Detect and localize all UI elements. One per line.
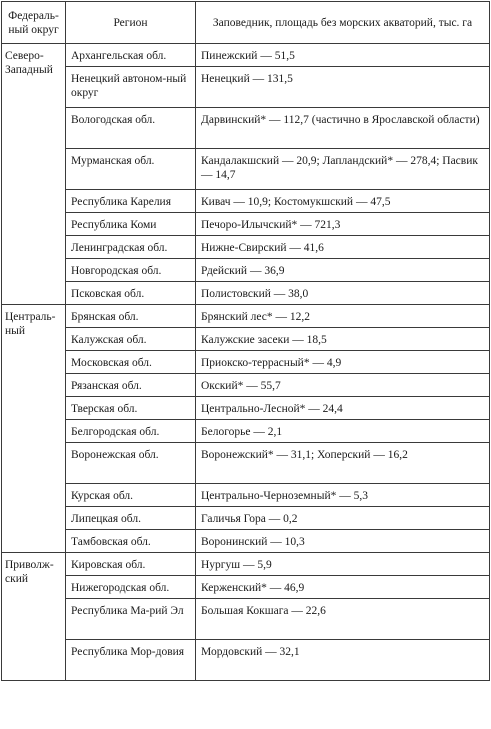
region-cell: Белгородская обл.	[66, 420, 196, 443]
region-cell: Калужская обл.	[66, 328, 196, 351]
region-cell: Брянская обл.	[66, 305, 196, 328]
table-row	[2, 443, 490, 484]
table-row	[2, 67, 490, 108]
region-cell: Рязанская обл.	[66, 374, 196, 397]
region-cell: Нижегородская обл.	[66, 576, 196, 599]
table-row	[2, 397, 490, 420]
region-cell: Тамбовская обл.	[66, 530, 196, 553]
table-row	[2, 190, 490, 213]
reserve-cell: Пинежский — 51,5	[196, 44, 490, 67]
table-row	[2, 576, 490, 599]
table-row	[2, 374, 490, 397]
table-row	[2, 599, 490, 640]
reserve-cell: Окский* — 55,7	[196, 374, 490, 397]
reserve-cell: Калужские засеки — 18,5	[196, 328, 490, 351]
table-row	[2, 640, 490, 681]
reserve-cell: Большая Кокшага — 22,6	[196, 599, 490, 640]
reserve-cell: Белогорье — 2,1	[196, 420, 490, 443]
region-cell: Республика Коми	[66, 213, 196, 236]
reserve-cell: Керженский* — 46,9	[196, 576, 490, 599]
region-cell: Ненецкий автоном-ный округ	[66, 67, 196, 108]
header-row	[2, 2, 490, 44]
table-row	[2, 108, 490, 149]
region-cell: Московская обл.	[66, 351, 196, 374]
region-cell: Воронежская обл.	[66, 443, 196, 484]
table-row	[2, 507, 490, 530]
region-cell: Псковская обл.	[66, 282, 196, 305]
table-row	[2, 213, 490, 236]
region-cell: Республика Мор-довия	[66, 640, 196, 681]
header-reserve: Заповедник, площадь без морских акваторий, тыс. га	[196, 2, 490, 44]
table-row	[2, 530, 490, 553]
region-cell: Ленинградская обл.	[66, 236, 196, 259]
reserves-table	[1, 1, 490, 681]
reserve-cell: Кандалакшский — 20,9; Лапландский* — 278,4; Пасвик — 14,7	[196, 149, 490, 190]
header-region: Регион	[66, 2, 196, 44]
reserve-cell: Галичья Гора — 0,2	[196, 507, 490, 530]
reserve-cell: Нургуш — 5,9	[196, 553, 490, 576]
reserve-cell: Дарвинский* — 112,7 (частично в Ярославской области)	[196, 108, 490, 149]
region-cell: Липецкая обл.	[66, 507, 196, 530]
header-district: Федераль-ный округ	[2, 2, 66, 44]
table-row	[2, 420, 490, 443]
reserve-cell: Кивач — 10,9; Костомукшский — 47,5	[196, 190, 490, 213]
region-cell: Новгородская обл.	[66, 259, 196, 282]
reserve-cell: Печоро-Илычский* — 721,3	[196, 213, 490, 236]
table-row	[2, 149, 490, 190]
table-row	[2, 305, 490, 328]
region-cell: Курская обл.	[66, 484, 196, 507]
reserve-cell: Рдейский — 36,9	[196, 259, 490, 282]
table-row	[2, 236, 490, 259]
region-cell: Мурманская обл.	[66, 149, 196, 190]
region-cell: Республика Карелия	[66, 190, 196, 213]
reserve-cell: Приокско-террасный* — 4,9	[196, 351, 490, 374]
table-row	[2, 259, 490, 282]
region-cell: Вологодская обл.	[66, 108, 196, 149]
reserve-cell: Полистовский — 38,0	[196, 282, 490, 305]
reserve-cell: Ненецкий — 131,5	[196, 67, 490, 108]
district-cell: Централь-ный	[2, 305, 66, 553]
table-row	[2, 282, 490, 305]
table-body	[2, 44, 490, 681]
region-cell: Кировская обл.	[66, 553, 196, 576]
reserve-cell: Центрально-Черноземный* — 5,3	[196, 484, 490, 507]
table-row	[2, 351, 490, 374]
region-cell: Тверская обл.	[66, 397, 196, 420]
table-row	[2, 44, 490, 67]
reserve-cell: Нижне-Свирский — 41,6	[196, 236, 490, 259]
region-cell: Республика Ма-рий Эл	[66, 599, 196, 640]
region-cell: Архангельская обл.	[66, 44, 196, 67]
table-row	[2, 484, 490, 507]
district-cell: Северо-Западный	[2, 44, 66, 305]
district-cell: Приволж-ский	[2, 553, 66, 681]
reserve-cell: Воронинский — 10,3	[196, 530, 490, 553]
reserve-cell: Центрально-Лесной* — 24,4	[196, 397, 490, 420]
table-row	[2, 553, 490, 576]
reserve-cell: Мордовский — 32,1	[196, 640, 490, 681]
reserve-cell: Брянский лес* — 12,2	[196, 305, 490, 328]
reserve-cell: Воронежский* — 31,1; Хоперский — 16,2	[196, 443, 490, 484]
table-row	[2, 328, 490, 351]
